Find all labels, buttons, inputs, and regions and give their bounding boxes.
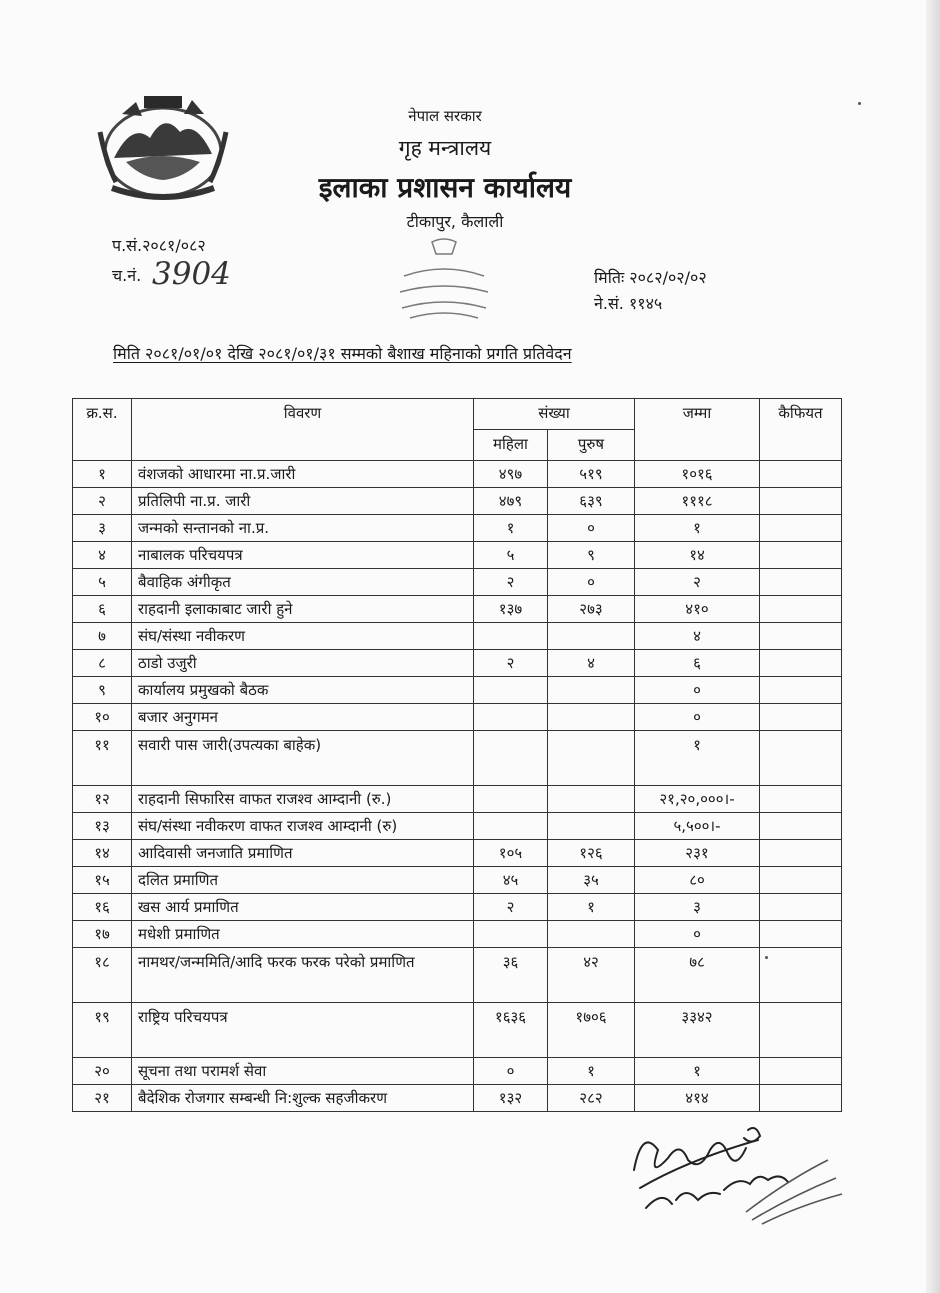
cell-total: ८०: [635, 867, 760, 894]
cell-remarks: [760, 488, 842, 515]
table-row: [73, 488, 842, 515]
cell-male: ६३९: [548, 488, 635, 515]
cell-description: संघ/संस्था नवीकरण: [132, 623, 474, 650]
table-row: [73, 515, 842, 542]
header-serial: क्र.स.: [73, 399, 132, 461]
header-female: महिला: [474, 430, 548, 461]
cell-female: १३७: [474, 596, 548, 623]
cell-description: राहदानी इलाकाबाट जारी हुने: [132, 596, 474, 623]
table-row: [73, 623, 842, 650]
cell-total: २३१: [635, 840, 760, 867]
cell-male: [548, 813, 635, 840]
cell-total: ०: [635, 921, 760, 948]
table-row: [73, 1058, 842, 1085]
cell-male: [548, 921, 635, 948]
dispatch-number-handwritten: 3904: [152, 256, 231, 292]
ministry-name: गृह मन्त्रालय: [398, 136, 492, 160]
cell-female: १: [474, 515, 548, 542]
cell-description: नाबालक परिचयपत्र: [132, 542, 474, 569]
cell-description: सूचना तथा परामर्श सेवा: [132, 1058, 474, 1085]
cell-female: ४९७: [474, 461, 548, 488]
cell-female: ४७९: [474, 488, 548, 515]
cell-total: ०: [635, 704, 760, 731]
cell-remarks: [760, 921, 842, 948]
cell-male: [548, 704, 635, 731]
cell-remarks: [760, 569, 842, 596]
cell-male: १: [548, 894, 635, 921]
cell-female: १६३६: [474, 1003, 548, 1058]
table-row: [73, 786, 842, 813]
office-location: टीकापुर, कैलाली: [406, 212, 504, 231]
cell-remarks: [760, 948, 842, 1003]
cell-remarks: [760, 542, 842, 569]
cell-male: २८२: [548, 1085, 635, 1112]
cell-serial: ५: [73, 569, 132, 596]
cell-remarks: [760, 731, 842, 786]
cell-female: १०५: [474, 840, 548, 867]
table-row: [73, 948, 842, 1003]
table-row: [73, 650, 842, 677]
cell-female: २: [474, 569, 548, 596]
cell-serial: १४: [73, 840, 132, 867]
cell-serial: १२: [73, 786, 132, 813]
cell-serial: ८: [73, 650, 132, 677]
cell-female: [474, 731, 548, 786]
cell-description: नामथर/जन्ममिति/आदि फरक फरक परेको प्रमाणित: [132, 948, 474, 1003]
cell-total: ०: [635, 677, 760, 704]
cell-description: राहदानी सिफारिस वाफत राजश्व आम्दानी (रु.): [132, 786, 474, 813]
cell-description: बजार अनुगमन: [132, 704, 474, 731]
cell-remarks: [760, 596, 842, 623]
table-body: [73, 461, 842, 1112]
cell-serial: ४: [73, 542, 132, 569]
cell-total: १११८: [635, 488, 760, 515]
cell-serial: ३: [73, 515, 132, 542]
table-row: [73, 704, 842, 731]
reference-number: प.सं.२०८१/०८२: [112, 236, 206, 255]
cell-description: बैवाहिक अंगीकृत: [132, 569, 474, 596]
nepal-samvat-date: ने.सं. ११४५: [594, 294, 663, 313]
progress-report-table: [72, 398, 842, 1112]
cell-description: दलित प्रमाणित: [132, 867, 474, 894]
cell-total: ५,५००।-: [635, 813, 760, 840]
cell-male: १२६: [548, 840, 635, 867]
gov-name: नेपाल सरकार: [408, 107, 482, 125]
cell-male: [548, 731, 635, 786]
nepal-emblem-icon: [92, 92, 234, 207]
table-row: [73, 731, 842, 786]
cell-male: १: [548, 1058, 635, 1085]
cell-remarks: [760, 894, 842, 921]
cell-male: [548, 677, 635, 704]
cell-male: ३५: [548, 867, 635, 894]
cell-remarks: [760, 1003, 842, 1058]
table-row: [73, 894, 842, 921]
cell-serial: ६: [73, 596, 132, 623]
cell-female: [474, 786, 548, 813]
table-row: [73, 1003, 842, 1058]
cell-remarks: [760, 704, 842, 731]
page-edge-shadow: [926, 0, 940, 1293]
cell-total: ४: [635, 623, 760, 650]
cell-female: ३६: [474, 948, 548, 1003]
cell-remarks: [760, 677, 842, 704]
cell-female: [474, 813, 548, 840]
cell-serial: १५: [73, 867, 132, 894]
cell-total: ४१४: [635, 1085, 760, 1112]
cell-description: खस आर्य प्रमाणित: [132, 894, 474, 921]
cell-male: २७३: [548, 596, 635, 623]
cell-description: सवारी पास जारी(उपत्यका बाहेक): [132, 731, 474, 786]
cell-serial: १: [73, 461, 132, 488]
dispatch-label: च.नं.: [112, 266, 142, 285]
cell-male: ४: [548, 650, 635, 677]
cell-description: वंशजको आधारमा ना.प्र.जारी: [132, 461, 474, 488]
cell-remarks: [760, 813, 842, 840]
header-male: पुरुष: [548, 430, 635, 461]
letter-date: मितिः २०८२/०२/०२: [594, 268, 707, 287]
table-row: [73, 569, 842, 596]
cell-female: [474, 677, 548, 704]
cell-male: ९: [548, 542, 635, 569]
office-stamp-icon: [392, 236, 496, 320]
header-remarks: कैफियत: [760, 399, 842, 461]
cell-serial: २०: [73, 1058, 132, 1085]
cell-serial: ९: [73, 677, 132, 704]
cell-total: १: [635, 731, 760, 786]
cell-remarks: [760, 840, 842, 867]
cell-serial: १६: [73, 894, 132, 921]
cell-remarks: [760, 515, 842, 542]
header-total: जम्मा: [635, 399, 760, 461]
cell-serial: २१: [73, 1085, 132, 1112]
cell-male: १७०६: [548, 1003, 635, 1058]
cell-serial: १७: [73, 921, 132, 948]
cell-female: [474, 921, 548, 948]
cell-female: १३२: [474, 1085, 548, 1112]
cell-total: १४: [635, 542, 760, 569]
cell-female: २: [474, 650, 548, 677]
cell-female: २: [474, 894, 548, 921]
table-row: [73, 813, 842, 840]
cell-description: राष्ट्रिय परिचयपत्र: [132, 1003, 474, 1058]
cell-female: ५: [474, 542, 548, 569]
table-row: [73, 867, 842, 894]
cell-serial: ७: [73, 623, 132, 650]
stray-mark: [858, 102, 861, 105]
cell-description: ठाडो उजुरी: [132, 650, 474, 677]
cell-male: ४२: [548, 948, 635, 1003]
table-row: [73, 921, 842, 948]
cell-male: ०: [548, 515, 635, 542]
signature-and-stamp: [628, 1120, 868, 1225]
cell-total: १०१६: [635, 461, 760, 488]
cell-total: ६: [635, 650, 760, 677]
cell-total: २१,२०,०००।-: [635, 786, 760, 813]
cell-remarks: [760, 650, 842, 677]
cell-remarks: [760, 1085, 842, 1112]
header-description: विवरण: [132, 399, 474, 461]
stray-mark: [765, 956, 768, 959]
office-name: इलाका प्रशासन कार्यालय: [318, 171, 572, 204]
cell-remarks: [760, 786, 842, 813]
header-count: संख्या: [474, 399, 635, 430]
cell-male: [548, 623, 635, 650]
report-title: मिति २०८१/०१/०१ देखि २०८१/०१/३१ सम्मको बैशाख महिनाको प्रगति प्रतिवेदन: [113, 344, 572, 363]
cell-female: [474, 704, 548, 731]
cell-remarks: [760, 1058, 842, 1085]
table-row: [73, 677, 842, 704]
cell-description: जन्मको सन्तानको ना.प्र.: [132, 515, 474, 542]
cell-total: ३: [635, 894, 760, 921]
cell-female: [474, 623, 548, 650]
cell-description: कार्यालय प्रमुखको बैठक: [132, 677, 474, 704]
cell-serial: १८: [73, 948, 132, 1003]
cell-remarks: [760, 623, 842, 650]
cell-serial: ११: [73, 731, 132, 786]
cell-serial: २: [73, 488, 132, 515]
cell-total: ३३४२: [635, 1003, 760, 1058]
cell-total: १: [635, 1058, 760, 1085]
cell-total: ४१०: [635, 596, 760, 623]
cell-description: प्रतिलिपी ना.प्र. जारी: [132, 488, 474, 515]
cell-serial: १०: [73, 704, 132, 731]
table-row: [73, 840, 842, 867]
cell-description: मधेशी प्रमाणित: [132, 921, 474, 948]
cell-total: २: [635, 569, 760, 596]
cell-serial: १९: [73, 1003, 132, 1058]
cell-total: ७८: [635, 948, 760, 1003]
cell-female: ०: [474, 1058, 548, 1085]
table-row: [73, 596, 842, 623]
cell-description: बैदेशिक रोजगार सम्बन्धी नि:शुल्क सहजीकरण: [132, 1085, 474, 1112]
cell-description: आदिवासी जनजाति प्रमाणित: [132, 840, 474, 867]
cell-total: १: [635, 515, 760, 542]
cell-serial: १३: [73, 813, 132, 840]
cell-male: ०: [548, 569, 635, 596]
table-row: [73, 1085, 842, 1112]
cell-male: ५१९: [548, 461, 635, 488]
cell-remarks: [760, 867, 842, 894]
table-row: [73, 542, 842, 569]
cell-remarks: [760, 461, 842, 488]
cell-description: संघ/संस्था नवीकरण वाफत राजश्व आम्दानी (रु): [132, 813, 474, 840]
cell-male: [548, 786, 635, 813]
table-row: [73, 461, 842, 488]
cell-female: ४५: [474, 867, 548, 894]
